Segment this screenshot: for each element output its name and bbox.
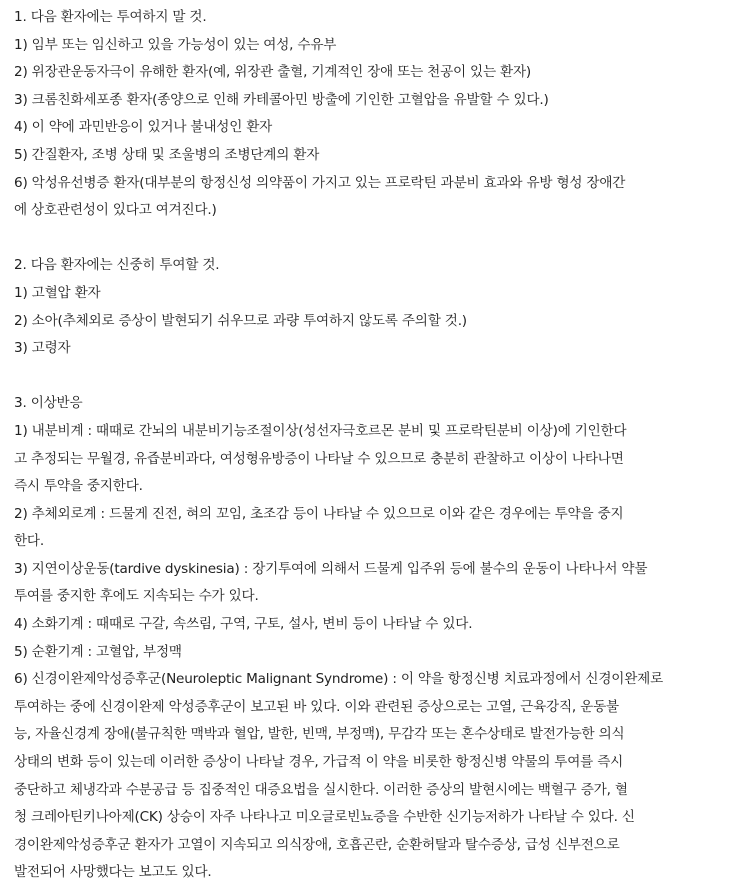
- section2-heading: 2. 다음 환자에는 신중히 투여할 것.: [14, 257, 220, 274]
- section1-item: 6) 악성유선병증 환자(대부분의 항정신성 의약품이 가지고 있는 프로락틴 과분비 효과와 유방 형성 장애간: [14, 174, 626, 191]
- section3-line: 2) 추체외로계 : 드물게 진전, 혀의 꼬임, 초조감 등이 나타날 수 있으므로 이와 같은 경우에는 투약을 중지: [14, 505, 624, 522]
- section3-line: 청 크레아틴키나아제(CK) 상승이 자주 나타나고 미오글로빈뇨증을 수반한 신기능저하가 나타날 수 있다. 신: [14, 809, 635, 826]
- spacer: [14, 225, 736, 253]
- section1-heading: 1. 다음 환자에는 투여하지 말 것.: [14, 9, 207, 25]
- section3-line: 투여하는 중에 신경이완제 악성증후군이 보고된 바 있다. 이와 관련된 증상으로는 고열, 근육강직, 운동불: [14, 698, 619, 715]
- section3-line: 능, 자율신경계 장애(불규칙한 맥박과 혈압, 발한, 빈맥, 부정맥), 무감각 또는 혼수상태로 발전가능한 의식: [14, 726, 625, 743]
- section3-line: 상태의 변화 등이 있는데 이러한 증상이 나타날 경우, 가급적 이 약을 비롯한 항정신병 약물의 투여를 즉시: [14, 754, 624, 771]
- section3-line: 즉시 투약을 중지한다.: [14, 478, 143, 495]
- section1-item: 2) 위장관운동자극이 유해한 환자(예, 위장관 출혈, 기계적인 장애 또는 천공이 있는 환자): [14, 64, 532, 81]
- section2-item: 1) 고혈압 환자: [14, 284, 101, 301]
- section2-item: 2) 소아(추체외로 증상이 발현되기 쉬우므로 과량 투여하지 않도록 주의할 것.): [14, 312, 467, 329]
- section3-line: 고 추정되는 무월경, 유즙분비과다, 여성형유방증이 나타날 수 있으므로 충분히 관찰하고 이상이 나타나면: [14, 450, 624, 467]
- section3-line: 5) 순환기계 : 고혈압, 부정맥: [14, 643, 182, 660]
- section1-item: 5) 간질환자, 조병 상태 및 조울병의 조병단계의 환자: [14, 146, 320, 163]
- section1-item-continued: 에 상호관련성이 있다고 여겨진다.): [14, 202, 217, 219]
- section3-line: 4) 소화기계 : 때때로 구갈, 속쓰림, 구역, 구토, 설사, 변비 등이 나타날 수 있다.: [14, 616, 473, 633]
- section1-item: 3) 크롬친화세포종 환자(종양으로 인해 카테콜아민 방출에 기인한 고혈압을 유발할 수 있다.): [14, 91, 549, 108]
- document-body: [14, 4, 736, 887]
- section3-line: 3) 지연이상운동(tardive dyskinesia) : 장기투여에 의해서 드물게 입주위 등에 불수의 운동이 나타나서 약물: [14, 560, 648, 577]
- section3-line: 경이완제악성증후군 환자가 고열이 지속되고 의식장애, 호흡곤란, 순환허탈과 탈수증상, 급성 신부전으로: [14, 836, 620, 853]
- section3-line: 발전되어 사망했다는 보고도 있다.: [14, 864, 212, 881]
- section3-line: 1) 내분비계 : 때때로 간뇌의 내분비기능조절이상(성선자극호르몬 분비 및 프로락틴분비 이상)에 기인한다: [14, 422, 627, 439]
- section3-heading: 3. 이상반응: [14, 395, 83, 412]
- section1-item: 1) 임부 또는 임신하고 있을 가능성이 있는 여성, 수유부: [14, 36, 337, 53]
- section3-line: 투여를 중지한 후에도 지속되는 수가 있다.: [14, 588, 259, 605]
- section3-line: 한다.: [14, 533, 44, 550]
- section2-item: 3) 고령자: [14, 340, 71, 357]
- section3-line: 6) 신경이완제악성증후군(Neuroleptic Malignant Syndrome) : 이 약을 항정신병 치료과정에서 신경이완제로: [14, 671, 664, 688]
- section3-line: 중단하고 체냉각과 수분공급 등 집중적인 대증요법을 실시한다. 이러한 증상의 발현시에는 백혈구 증가, 혈: [14, 781, 628, 798]
- spacer: [14, 363, 736, 391]
- section1-item: 4) 이 약에 과민반응이 있거나 불내성인 환자: [14, 119, 273, 136]
